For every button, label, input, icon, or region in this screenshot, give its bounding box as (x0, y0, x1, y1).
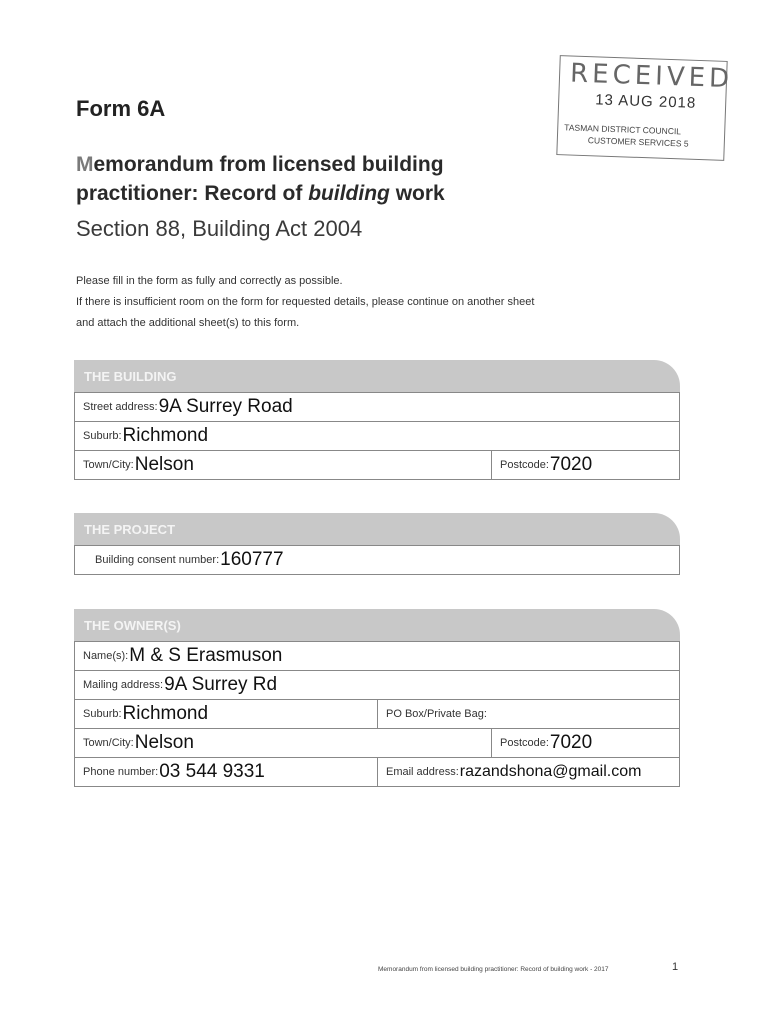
owners-section (74, 609, 680, 787)
names-field[interactable] (75, 642, 679, 670)
town-city-label: Town/City: (83, 459, 134, 471)
email-field[interactable] (377, 758, 679, 786)
mailing-address-field[interactable] (75, 671, 679, 699)
stamp-date: 13 AUG 2018 (594, 91, 697, 112)
memo-title-line1: emorandum from licensed building (93, 153, 444, 176)
owner-town-field[interactable] (75, 729, 491, 757)
phone-field[interactable] (75, 758, 377, 786)
phone-label: Phone number: (83, 766, 159, 778)
suburb-field[interactable] (75, 422, 679, 450)
memo-title-line2-end: work (389, 182, 445, 205)
owner-suburb-row (75, 699, 679, 728)
postcode-label: Postcode: (500, 459, 549, 471)
email-value: razandshona@gmail.com (459, 763, 642, 780)
memo-title (76, 150, 546, 208)
memo-title-line2: practitioner: Record of (76, 182, 309, 205)
mailing-row (75, 670, 679, 699)
suburb-label: Suburb: (83, 430, 122, 442)
street-address-value: 9A Surrey Road (158, 396, 293, 417)
consent-number-value: 160777 (220, 549, 284, 570)
town-city-field[interactable] (75, 451, 491, 479)
owner-town-value: Nelson (134, 732, 194, 753)
page-number: 1 (672, 961, 679, 973)
instruction-line-3: and attach the additional sheet(s) to this form. (76, 317, 300, 329)
mailing-address-label: Mailing address: (83, 679, 164, 691)
phone-value: 03 544 9331 (159, 761, 265, 782)
stamp-org-line2: CUSTOMER SERVICES 5 (587, 135, 689, 149)
building-section-header: THE BUILDING (74, 360, 680, 392)
names-row (75, 641, 679, 670)
street-address-field[interactable] (75, 393, 679, 421)
postcode-field[interactable] (491, 451, 679, 479)
consent-number-field[interactable] (75, 546, 679, 574)
owners-section-header: THE OWNER(S) (74, 609, 680, 641)
names-label: Name(s): (83, 650, 129, 662)
building-section-body (74, 392, 680, 480)
owner-postcode-value: 7020 (549, 732, 593, 753)
stamp-heading: RECEIVED (569, 58, 734, 95)
section-reference: Section 88, Building Act 2004 (76, 216, 363, 241)
building-section (74, 360, 680, 480)
mailing-address-value: 9A Surrey Rd (164, 674, 278, 695)
project-section (74, 513, 680, 575)
owner-town-label: Town/City: (83, 737, 134, 749)
suburb-value: Richmond (122, 425, 209, 446)
consent-number-label: Building consent number: (95, 554, 220, 566)
email-label: Email address: (386, 766, 459, 778)
memo-title-initial: M (76, 153, 94, 176)
owner-postcode-label: Postcode: (500, 737, 549, 749)
owner-suburb-field[interactable] (75, 700, 377, 728)
instruction-line-1: Please fill in the form as fully and correctly as possible. (76, 275, 343, 287)
po-box-field[interactable] (377, 700, 679, 728)
form-number: Form 6A (76, 96, 166, 121)
project-section-body (74, 545, 680, 575)
owner-suburb-value: Richmond (122, 703, 209, 724)
memo-title-italic: building (308, 182, 390, 205)
owners-section-body (74, 641, 680, 787)
owner-postcode-field[interactable] (491, 729, 679, 757)
footer-text: Memorandum from licensed building practitioner: Record of building work - 2017 (378, 966, 609, 973)
names-value: M & S Erasmuson (129, 645, 283, 666)
postcode-value: 7020 (549, 454, 593, 475)
consent-row (75, 545, 679, 574)
project-section-header: THE PROJECT (74, 513, 680, 545)
suburb-row (75, 421, 679, 450)
po-box-label: PO Box/Private Bag: (386, 708, 487, 720)
street-address-label: Street address: (83, 401, 158, 413)
owner-town-row (75, 728, 679, 757)
owner-suburb-label: Suburb: (83, 708, 122, 720)
town-city-value: Nelson (134, 454, 194, 475)
stamp-org-line1: TASMAN DISTRICT COUNCIL (564, 122, 682, 137)
contact-row (75, 757, 679, 786)
instructions (76, 271, 636, 334)
instruction-line-2: If there is insufficient room on the form for requested details, please continue on another sheet (76, 296, 535, 308)
street-address-row (75, 392, 679, 421)
received-stamp (556, 55, 734, 161)
town-postcode-row (75, 450, 679, 479)
